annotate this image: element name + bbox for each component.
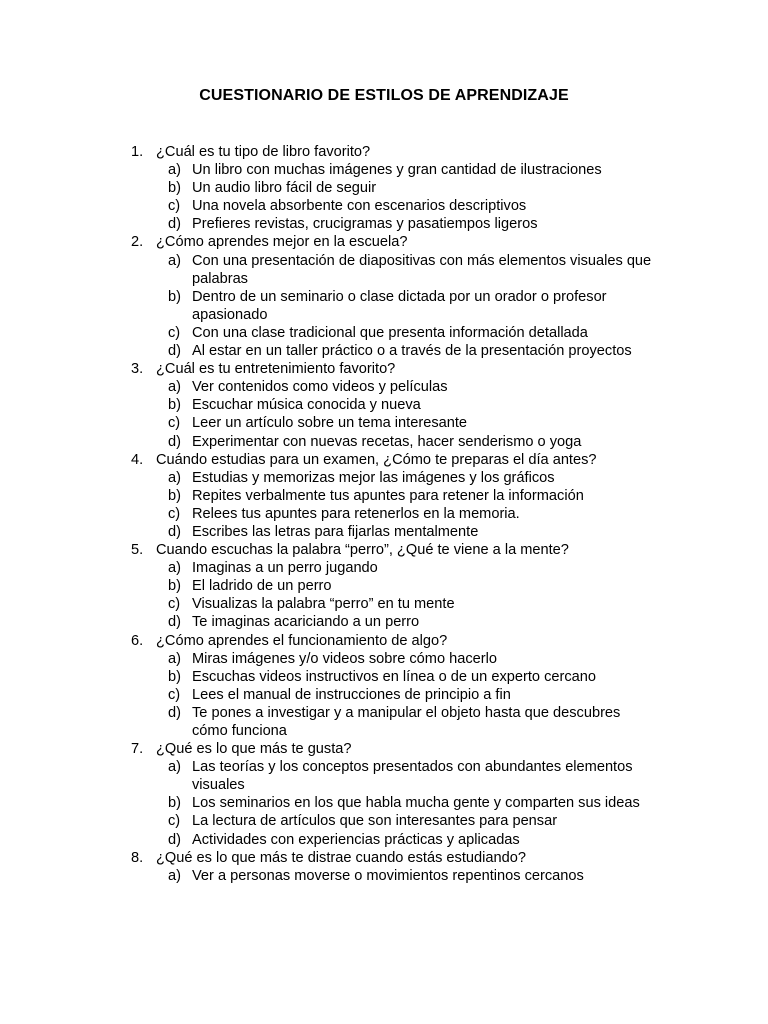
- option-list: [0, 867, 768, 885]
- option-letter: d): [168, 433, 181, 450]
- option-text: Imaginas a un perro jugando: [192, 560, 378, 577]
- question-line: [0, 360, 768, 378]
- question-line: [0, 740, 768, 758]
- option-letter: b): [168, 487, 181, 504]
- question-number: 8.: [131, 849, 144, 866]
- question-number: 6.: [131, 632, 144, 649]
- question-list: [0, 143, 768, 885]
- option-letter: c): [168, 324, 181, 341]
- option-item: [0, 595, 652, 613]
- option-text: Miras imágenes y/o videos sobre cómo hacerlo: [192, 650, 497, 667]
- option-letter: a): [168, 759, 181, 776]
- option-item: [0, 288, 652, 324]
- document-title: CUESTIONARIO DE ESTILOS DE APRENDIZAJE: [199, 87, 569, 104]
- option-letter: b): [168, 397, 181, 414]
- option-letter: d): [168, 614, 181, 631]
- question-number: 5.: [131, 542, 144, 559]
- option-text: Con una clase tradicional que presenta información detallada: [192, 324, 588, 341]
- option-item: [0, 469, 652, 487]
- question-item: [0, 541, 768, 631]
- question-item: [0, 143, 768, 233]
- option-letter: c): [168, 686, 181, 703]
- question-line: [0, 143, 768, 161]
- option-text: Un libro con muchas imágenes y gran cantidad de ilustraciones: [192, 162, 602, 179]
- question-number: 3.: [131, 361, 144, 378]
- option-item: [0, 215, 652, 233]
- option-letter: b): [168, 180, 181, 197]
- option-text: El ladrido de un perro: [192, 578, 332, 595]
- option-letter: b): [168, 795, 181, 812]
- option-text: La lectura de artículos que son interesantes para pensar: [192, 813, 558, 830]
- option-text: Las teorías y los conceptos presentados con abundantes elementos visuales: [192, 759, 633, 794]
- option-list: [0, 650, 768, 740]
- option-item: [0, 378, 652, 396]
- option-letter: d): [168, 523, 181, 540]
- option-item: [0, 396, 652, 414]
- option-list: [0, 378, 768, 450]
- option-text: Ver a personas moverse o movimientos repentinos cercanos: [192, 867, 584, 884]
- question-item: [0, 360, 768, 450]
- question-text: ¿Cómo aprendes mejor en la escuela?: [156, 234, 408, 251]
- option-letter: d): [168, 343, 181, 360]
- option-text: Una novela absorbente con escenarios descriptivos: [192, 198, 527, 215]
- option-letter: b): [168, 578, 181, 595]
- option-letter: c): [168, 596, 181, 613]
- option-item: [0, 867, 652, 885]
- option-letter: a): [168, 867, 181, 884]
- option-text: Los seminarios en los que habla mucha gente y comparten sus ideas: [192, 795, 640, 812]
- question-line: [0, 451, 768, 469]
- option-letter: c): [168, 505, 181, 522]
- option-text: Con una presentación de diapositivas con más elementos visuales que palabras: [192, 252, 652, 287]
- option-letter: a): [168, 560, 181, 577]
- option-letter: a): [168, 379, 181, 396]
- option-text: Escribes las letras para fijarlas mentalmente: [192, 523, 479, 540]
- option-list: [0, 161, 768, 233]
- question-number: 7.: [131, 741, 144, 758]
- question-item: [0, 740, 768, 849]
- option-item: [0, 613, 652, 631]
- option-list: [0, 559, 768, 631]
- option-text: Prefieres revistas, crucigramas y pasatiempos ligeros: [192, 216, 538, 233]
- question-line: [0, 632, 768, 650]
- option-text: Escuchar música conocida y nueva: [192, 397, 421, 414]
- option-text: Experimentar con nuevas recetas, hacer senderismo o yoga: [192, 433, 582, 450]
- question-number: 2.: [131, 234, 144, 251]
- option-letter: d): [168, 831, 181, 848]
- option-item: [0, 324, 652, 342]
- question-text: Cuándo estudias para un examen, ¿Cómo te preparas el día antes?: [156, 451, 597, 468]
- option-item: [0, 414, 652, 432]
- option-item: [0, 179, 652, 197]
- option-list: [0, 252, 768, 361]
- question-text: ¿Qué es lo que más te distrae cuando estás estudiando?: [156, 849, 526, 866]
- option-item: [0, 505, 652, 523]
- option-letter: d): [168, 704, 181, 721]
- option-text: Leer un artículo sobre un tema interesante: [192, 415, 468, 432]
- question-item: [0, 632, 768, 741]
- question-item: [0, 849, 768, 885]
- option-letter: a): [168, 162, 181, 179]
- option-text: Repites verbalmente tus apuntes para retener la información: [192, 487, 584, 504]
- option-text: Lees el manual de instrucciones de principio a fin: [192, 686, 511, 703]
- option-item: [0, 686, 652, 704]
- option-item: [0, 704, 652, 740]
- question-line: [0, 233, 768, 251]
- question-item: [0, 451, 768, 541]
- option-item: [0, 758, 652, 794]
- option-letter: a): [168, 650, 181, 667]
- option-letter: c): [168, 813, 181, 830]
- question-text: Cuando escuchas la palabra “perro”, ¿Qué te viene a la mente?: [156, 542, 569, 559]
- option-letter: d): [168, 216, 181, 233]
- question-text: ¿Cuál es tu tipo de libro favorito?: [156, 144, 371, 160]
- question-item: [0, 233, 768, 360]
- option-item: [0, 650, 652, 668]
- option-item: [0, 433, 652, 451]
- option-letter: a): [168, 469, 181, 486]
- question-text: ¿Cómo aprendes el funcionamiento de algo?: [156, 632, 448, 649]
- option-text: Dentro de un seminario o clase dictada por un orador o profesor apasionado: [192, 288, 607, 323]
- option-letter: c): [168, 415, 181, 432]
- option-text: Te pones a investigar y a manipular el objeto hasta que descubres cómo funciona: [192, 704, 621, 739]
- option-text: Actividades con experiencias prácticas y aplicadas: [192, 831, 520, 848]
- option-item: [0, 487, 652, 505]
- option-item: [0, 161, 652, 179]
- option-item: [0, 812, 652, 830]
- option-item: [0, 559, 652, 577]
- option-item: [0, 794, 652, 812]
- question-text: ¿Qué es lo que más te gusta?: [156, 741, 352, 758]
- option-text: Te imaginas acariciando a un perro: [192, 614, 420, 631]
- option-letter: b): [168, 668, 181, 685]
- question-line: [0, 849, 768, 867]
- option-item: [0, 197, 652, 215]
- question-text: ¿Cuál es tu entretenimiento favorito?: [156, 361, 396, 378]
- option-item: [0, 523, 652, 541]
- option-item: [0, 252, 652, 288]
- option-text: Ver contenidos como videos y películas: [192, 379, 448, 396]
- option-text: Estudias y memorizas mejor las imágenes y los gráficos: [192, 469, 555, 486]
- option-letter: a): [168, 252, 181, 269]
- option-letter: b): [168, 288, 181, 305]
- option-text: Escuchas videos instructivos en línea o de un experto cercano: [192, 668, 596, 685]
- question-number: 4.: [131, 451, 144, 468]
- option-text: Un audio libro fácil de seguir: [192, 180, 377, 197]
- option-list: [0, 469, 768, 541]
- option-list: [0, 758, 768, 848]
- option-text: Relees tus apuntes para retenerlos en la memoria.: [192, 505, 520, 522]
- question-number: 1.: [131, 144, 144, 160]
- question-line: [0, 541, 768, 559]
- option-item: [0, 831, 652, 849]
- option-text: Visualizas la palabra “perro” en tu mente: [192, 596, 455, 613]
- option-item: [0, 342, 652, 360]
- option-item: [0, 577, 652, 595]
- option-item: [0, 668, 652, 686]
- option-text: Al estar en un taller práctico o a través de la presentación proyectos: [192, 343, 632, 360]
- option-letter: c): [168, 198, 181, 215]
